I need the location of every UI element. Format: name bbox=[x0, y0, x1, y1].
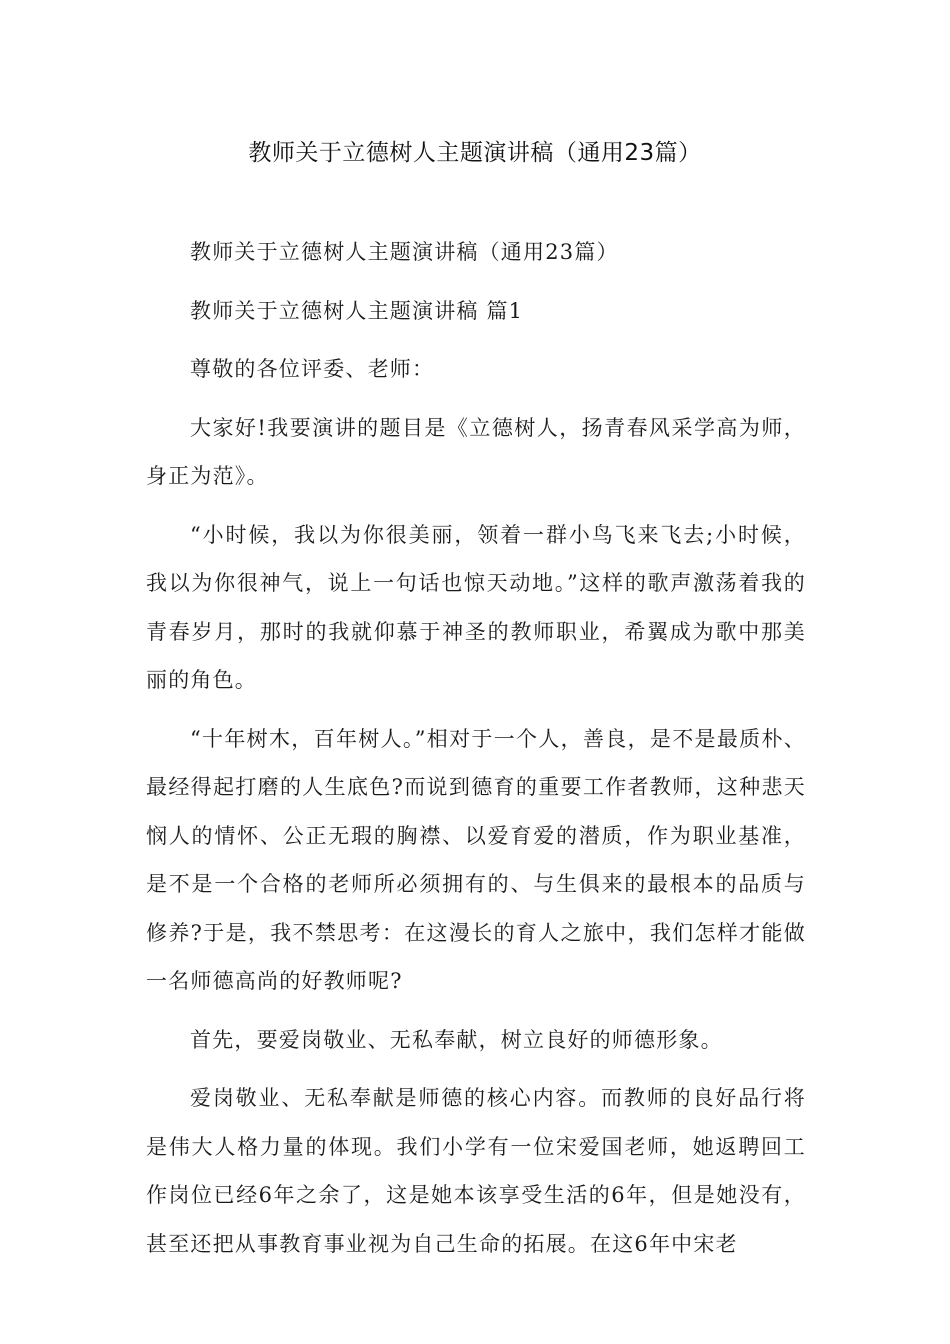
paragraph-ten-years-trees: “十年树木，百年树人。”相对于一个人，善良，是不是最质朴、最经得起打磨的人生底色?而说到德育的重要工作者教师，这种悲天悯人的情怀、公正无瑕的胸襟、以爱育爱的潜质，作为职业基准，是不是一个合格的老师所必须拥有的、与生俱来的最根本的品质与修养?于是，我不禁思考：在这漫长的育人之旅中，我们怎样才能做一名师德高尚的好教师呢? bbox=[146, 726, 806, 993]
paragraph-salutation: 尊敬的各位评委、老师： bbox=[190, 357, 435, 381]
document-body bbox=[146, 228, 806, 1278]
paragraph-greeting: 大家好!我要演讲的题目是《立德树人，扬青春风采学高为师，身正为范》。 bbox=[146, 415, 806, 488]
paragraph-subtitle: 教师关于立德树人主题演讲稿（通用23篇） bbox=[190, 240, 619, 264]
paragraph-section-heading: 教师关于立德树人主题演讲稿 篇1 bbox=[190, 298, 524, 323]
paragraph-song-quote: “小时候，我以为你很美丽，领着一群小鸟飞来飞去;小时候，我以为你很神气，说上一句话也惊天动地。”这样的歌声激荡着我的青春岁月，那时的我就仰慕于神圣的教师职业，希翼成为歌中那美丽的角色。 bbox=[146, 522, 806, 692]
document-title: 教师关于立德树人主题演讲稿（通用23篇） bbox=[248, 140, 702, 166]
paragraph-dedication: 爱岗敬业、无私奉献是师德的核心内容。而教师的良好品行将是伟大人格力量的体现。我们小学有一位宋爱国老师，她返聘回工作岗位已经6年之余了，这是她本该享受生活的6年，但是她没有，甚至还把从事教育事业视为自己生命的拓展。在这6年中宋老 bbox=[146, 1086, 806, 1256]
paragraph-first-point: 首先，要爱岗敬业、无私奉献，树立良好的师德形象。 bbox=[190, 1027, 723, 1052]
